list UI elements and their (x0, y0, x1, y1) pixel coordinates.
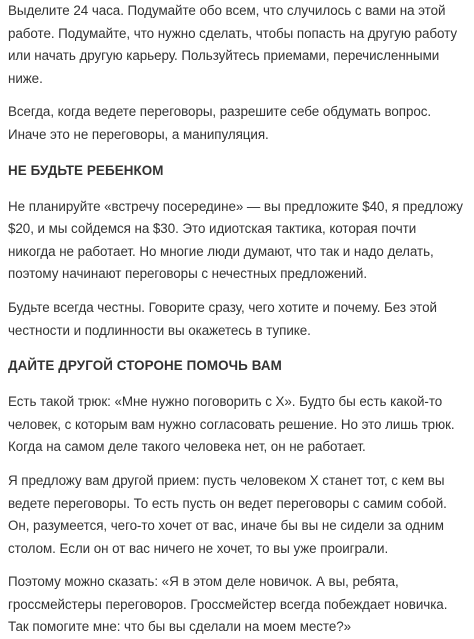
section-heading: НЕ БУДЬТЕ РЕБЕНКОМ (8, 162, 164, 178)
paragraph: Я предложу вам другой прием: пусть человеком Х станет тот, с кем вы ведете переговоры. То есть пусть он ведет переговоры с самим собой. Он, разумеется, чего-то хочет от вас, иначе бы вы не сидели за одним столом. Если он от вас ничего не хочет, то вы уже проиграли. (8, 472, 447, 556)
section-heading: ДАЙТЕ ДРУГОЙ СТОРОНЕ ПОМОЧЬ ВАМ (8, 358, 282, 374)
paragraph: Есть такой трюк: «Мне нужно поговорить с Х». Будто бы есть какой-то человек, с которым вам нужно согласовать решение. Но это лишь трюк. Когда на самом деле такого человека нет, он не работает. (8, 394, 455, 455)
paragraph: Всегда, когда ведете переговоры, разрешите себе обдумать вопрос. Иначе это не переговоры, а манипуляция. (8, 104, 432, 142)
paragraph: Выделите 24 часа. Подумайте обо всем, что случилось с вами на этой работе. Подумайте, что нужно сделать, чтобы попасть на другую работу или начать другую карьеру. Пользуйтесь приемами, перечисленными ниже. (8, 3, 457, 86)
paragraph: Поэтому можно сказать: «Я в этом деле новичок. А вы, ребята, гроссмейстеры переговоров. Гроссмейстер всегда побеждает новичка. Так помогите мне: что бы вы сделали на моем месте?» (8, 574, 448, 635)
paragraph: Не планируйте «встречу посередине» — вы предложите $40, я предложу $20, и мы сойдемся на $30. Это идиотская тактика, которая почти никогда не работает. Но многие люди думают, что так и надо делать, поэтому начинают переговоры с нечестных предложений. (8, 198, 463, 282)
paragraph: Будьте всегда честны. Говорите сразу, чего хотите и почему. Без этой честности и подлинности вы окажетесь в тупике. (8, 299, 437, 338)
